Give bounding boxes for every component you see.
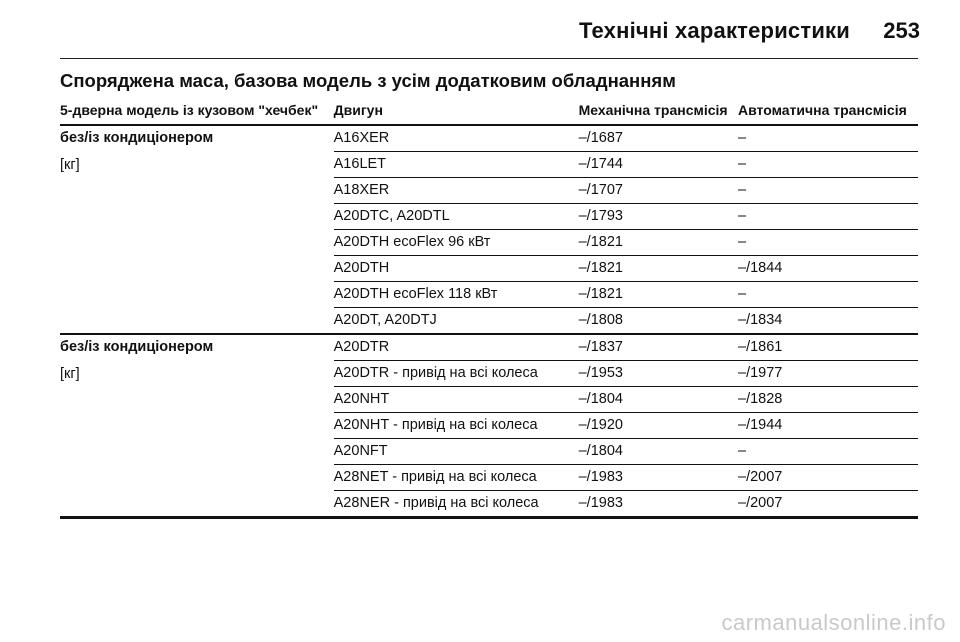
- watermark: carmanualsonline.info: [721, 610, 946, 635]
- manual-cell: –/1837: [579, 334, 738, 361]
- manual-cell: –/1920: [579, 413, 738, 439]
- automatic-cell: –: [738, 125, 918, 152]
- engine-cell: A20NFT: [334, 439, 579, 465]
- engine-cell: A28NER - привід на всі колеса: [334, 491, 579, 518]
- automatic-cell: –/1977: [738, 361, 918, 387]
- engine-cell: A28NET - привід на всі колеса: [334, 465, 579, 491]
- manual-cell: –/1821: [579, 230, 738, 256]
- engine-cell: A20NHT - привід на всі колеса: [334, 413, 579, 439]
- engine-cell: A20DTH ecoFlex 118 кВт: [334, 282, 579, 308]
- automatic-cell: –: [738, 152, 918, 178]
- column-header-engine: Двигун: [334, 98, 579, 125]
- section-title: Споряджена маса, базова модель з усім додатковим обладнанням: [60, 70, 676, 91]
- engine-cell: A20DTC, A20DTL: [334, 204, 579, 230]
- manual-cell: –/1953: [579, 361, 738, 387]
- table-header-row: [60, 98, 918, 125]
- engine-cell: A16XER: [334, 125, 579, 152]
- manual-cell: –/1821: [579, 282, 738, 308]
- automatic-cell: –: [738, 282, 918, 308]
- automatic-cell: –/1944: [738, 413, 918, 439]
- manual-cell: –/1687: [579, 125, 738, 152]
- table-row: [60, 125, 918, 152]
- column-header-manual: Механічна трансмісія: [579, 98, 738, 125]
- automatic-cell: –/1828: [738, 387, 918, 413]
- table-row: [60, 334, 918, 361]
- manual-cell: –/1804: [579, 387, 738, 413]
- group-unit: [кг]: [60, 157, 80, 173]
- group-unit: [кг]: [60, 366, 80, 382]
- manual-cell: –/1983: [579, 491, 738, 518]
- manual-cell: –/1983: [579, 465, 738, 491]
- group-title: без/із кондиціонером: [60, 130, 214, 146]
- engine-cell: A20DT, A20DTJ: [334, 308, 579, 335]
- column-header-automatic: Автоматична трансмісія: [738, 98, 918, 125]
- automatic-cell: –/2007: [738, 465, 918, 491]
- automatic-cell: –/2007: [738, 491, 918, 518]
- automatic-cell: –: [738, 178, 918, 204]
- engine-cell: A16LET: [334, 152, 579, 178]
- page-number: 253: [883, 18, 920, 43]
- manual-cell: –/1808: [579, 308, 738, 335]
- automatic-cell: –/1834: [738, 308, 918, 335]
- group-label-cell: [60, 125, 334, 334]
- header-divider: [60, 58, 918, 59]
- manual-cell: –/1707: [579, 178, 738, 204]
- engine-cell: A18XER: [334, 178, 579, 204]
- automatic-cell: –: [738, 204, 918, 230]
- automatic-cell: –: [738, 439, 918, 465]
- automatic-cell: –: [738, 230, 918, 256]
- group-title: без/із кондиціонером: [60, 339, 214, 355]
- weight-table: [60, 98, 918, 519]
- engine-cell: A20DTR - привід на всі колеса: [334, 361, 579, 387]
- engine-cell: A20DTH ecoFlex 96 кВт: [334, 230, 579, 256]
- engine-cell: A20DTH: [334, 256, 579, 282]
- group-label-cell: [60, 334, 334, 518]
- manual-cell: –/1821: [579, 256, 738, 282]
- manual-cell: –/1793: [579, 204, 738, 230]
- manual-cell: –/1744: [579, 152, 738, 178]
- automatic-cell: –/1844: [738, 256, 918, 282]
- column-header-model: 5-дверна модель із кузовом "хечбек": [60, 98, 334, 125]
- engine-cell: A20NHT: [334, 387, 579, 413]
- page-header-title: Технічні характеристики: [578, 18, 850, 43]
- manual-cell: –/1804: [579, 439, 738, 465]
- engine-cell: A20DTR: [334, 334, 579, 361]
- automatic-cell: –/1861: [738, 334, 918, 361]
